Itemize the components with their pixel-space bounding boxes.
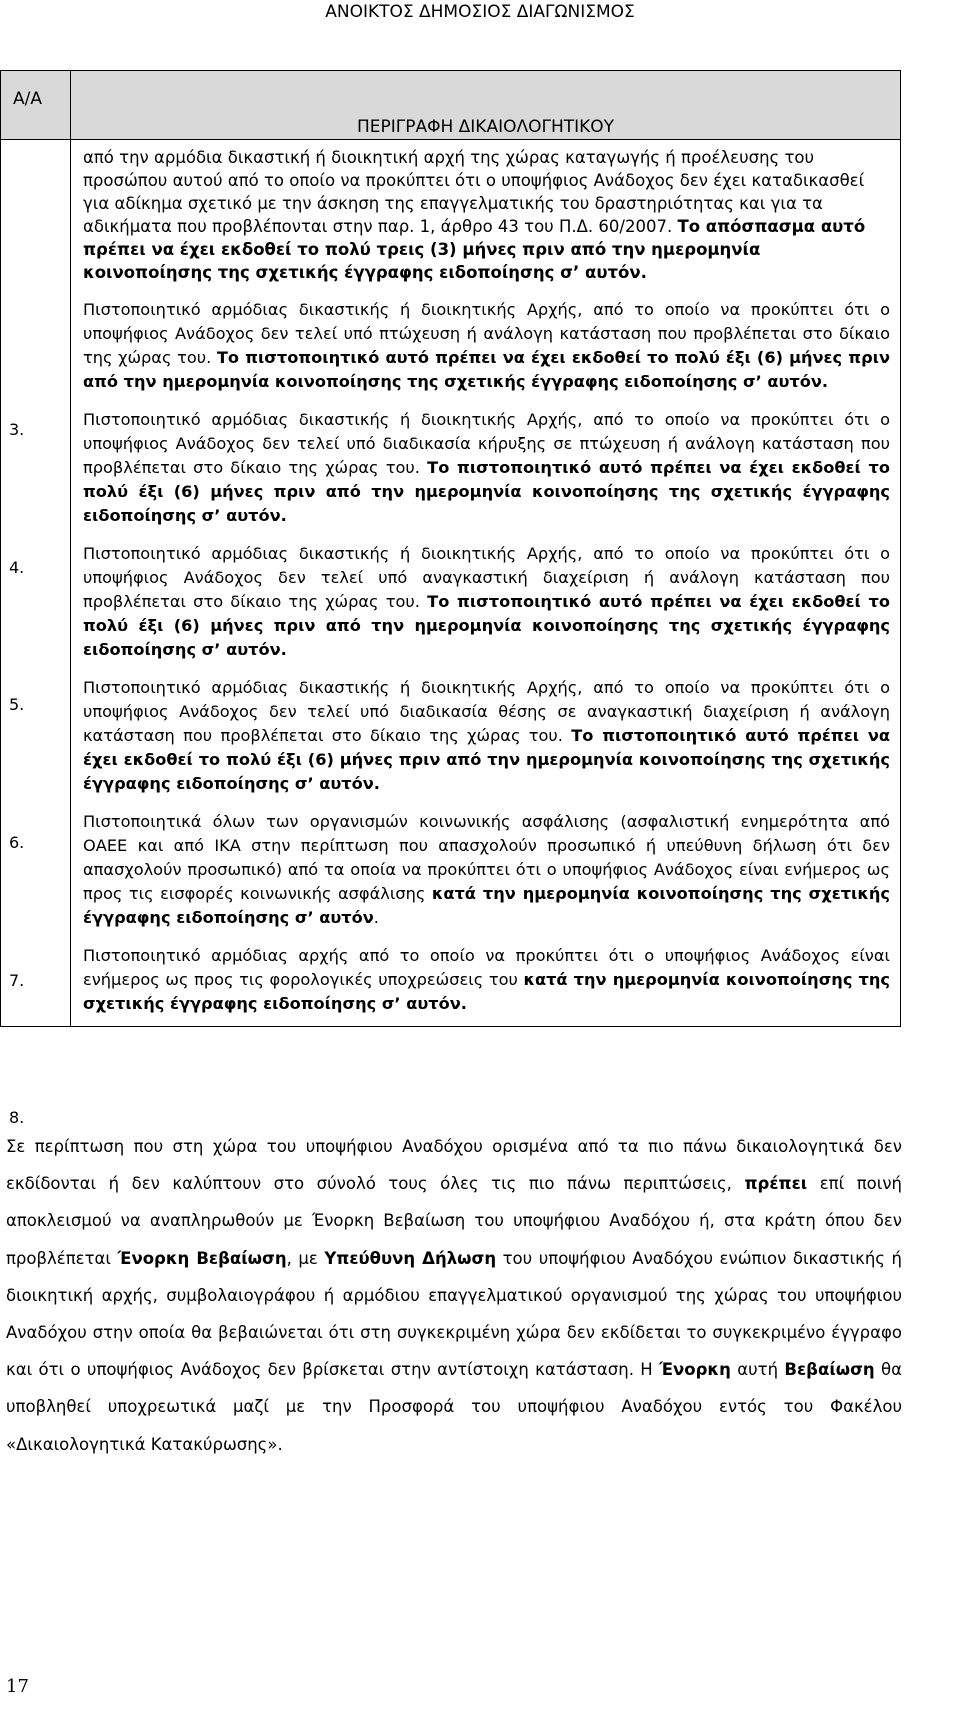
item-bold-text: κατά την ημερομηνία κοινοποίησης της σχετικής έγγραφης ειδοποίησης σ’ αυτόν (83, 884, 890, 927)
paragraph-text: επί ποινή αποκλεισμού να αναπληρωθούν με Ένορκη Βεβαίωση του υποψήφιου Αναδόχου ή, στα κράτη όπου δεν προβλέπεται (6, 1174, 902, 1268)
table-body-row (1, 140, 901, 1027)
paragraph-text: , με (286, 1248, 325, 1268)
paragraph-text: αυτή (730, 1360, 785, 1380)
header-title: ΑΝΟΙΚΤΟΣ ΔΗΜΟΣΙΟΣ ΔΙΑΓΩΝΙΣΜΟΣ (325, 2, 635, 22)
item-number: 6. (9, 833, 25, 852)
item-bold-text: Το πιστοποιητικό αυτό πρέπει να έχει εκδοθεί το πολύ έξι (6) μήνες πριν από την ημερομηνία κοινοποίησης της σχετικής έγγραφης ειδοποίησης σ’ αυτόν. (83, 592, 891, 659)
list-item (83, 810, 890, 930)
list-item (83, 542, 890, 662)
item-text: Πιστοποιητικό αρμόδιας δικαστικής ή διοικητικής Αρχής, από το οποίο να προκύπτει ότι ο υποψήφιος Ανάδοχος δεν τελεί υπό πτώχευση ή ανάλογη κατάσταση που προβλέπεται στο δίκαιο της χώρας του. (83, 300, 890, 367)
item-bold-text: Το απόσπασμα αυτό πρέπει να έχει εκδοθεί το πολύ τρεις (3) μήνες πριν από την ημερομηνία κοινοποίησης της σχετικής έγγραφης ειδοποίησης σ’ αυτόν. (83, 217, 866, 282)
paragraph-bold-text: Βεβαίωση (784, 1360, 875, 1380)
item-text: Πιστοποιητικό αρμόδιας δικαστικής ή διοικητικής Αρχής, από το οποίο να προκύπτει ότι ο υποψήφιος Ανάδοχος δεν τελεί υπό διαδικασία κήρυξης σε πτώχευση ή ανάλογη κατάσταση που προβλέπεται στο δίκαιο της χώρας του. (83, 410, 890, 477)
column-header-aa: Α/Α (1, 71, 71, 140)
document-header (0, 0, 960, 22)
item-text: Πιστοποιητικό αρμόδιας αρχής από το οποίο να προκύπτει ότι ο υποψήφιος Ανάδοχος είναι ενήμερος ως προς τις φορολογικές υποχρεώσεις του (83, 946, 890, 989)
list-item (83, 408, 890, 528)
page-number: 17 (6, 1676, 29, 1697)
documents-table (0, 70, 901, 1127)
paragraph-text: του υποψήφιου Αναδόχου ενώπιον δικαστικής ή διοικητική αρχής, συμβολαιογράφου ή αρμόδιου επαγγελματικού οργανισμού της χώρας του υποψήφιου Αναδόχου στην οποία θα βεβαιώνεται ότι στη συγκεκριμένη χώρα δεν εκδίδεται το συγκεκριμένο έγγραφο και ότι ο υποψήφιος Ανάδοχος δεν βρίσκεται στην αντίστοιχη κατάσταση. Η (6, 1248, 902, 1380)
item-bold-text: Το πιστοποιητικό αυτό πρέπει να έχει εκδοθεί το πολύ έξι (6) μήνες πριν από την ημερομηνία κοινοποίησης της σχετικής έγγραφης ειδοποίησης σ’ αυτόν. (83, 726, 890, 793)
paragraph-bold-text: πρέπει (744, 1174, 808, 1194)
item-bold-text: Το πιστοποιητικό αυτό πρέπει να έχει εκδοθεί το πολύ έξι (6) μήνες πριν από την ημερομηνία κοινοποίησης της σχετικής έγγραφης ειδοποίησης σ’ αυτόν. (83, 458, 891, 525)
item-text: Πιστοποιητικά όλων των οργανισμών κοινωνικής ασφάλισης (ασφαλιστική ενημερότητα από ΟΑΕΕ και από ΙΚΑ στην περίπτωση που απασχολούν προσωπικό ή υπεύθυνη δήλωση ότι δεν απασχολούν προσωπικό) από τα οποία να προκύπτει ότι ο υποψήφιος Ανάδοχος είναι ενήμερος ως προς τις εισφορές κοινωνικής ασφάλισης (83, 812, 890, 903)
item-text: Πιστοποιητικό αρμόδιας δικαστικής ή διοικητικής Αρχής, από το οποίο να προκύπτει ότι ο υποψήφιος Ανάδοχος δεν τελεί υπό διαδικασία θέσης σε αναγκαστική διαχείριση ή ανάλογη κατάσταση που προβλέπεται στο δίκαιο της χώρας του. (83, 678, 890, 745)
paragraph-bold-text: Ένορκη (659, 1360, 731, 1380)
list-item (83, 944, 890, 1016)
item-number: 3. (9, 420, 25, 439)
description-column (71, 140, 901, 1027)
paragraph-bold-text: Ένορκη Βεβαίωση (117, 1248, 287, 1268)
item-number: 5. (9, 695, 25, 714)
item-number: 7. (9, 971, 25, 990)
paragraph-text: θα υποβληθεί υποχρεωτικά μαζί με την Προσφορά του υποψήφιου Αναδόχου εντός του Φακέλου «Δικαιολογητικά Κατακύρωσης». (6, 1360, 903, 1454)
item-text: Πιστοποιητικό αρμόδιας δικαστικής ή διοικητικής Αρχής, από το οποίο να προκύπτει ότι ο υποψήφιος Ανάδοχος δεν τελεί υπό αναγκαστική διαχείριση ή ανάλογη κατάσταση που προβλέπεται στο δίκαιο της χώρας του. (83, 544, 890, 611)
column-header-description: ΠΕΡΙΓΡΑΦΗ ΔΙΚΑΙΟΛΟΓΗΤΙΚΟΥ (71, 71, 901, 140)
table-header-row (1, 71, 901, 140)
number-column (1, 140, 71, 1127)
list-item (83, 676, 890, 796)
paragraph-text: Σε περίπτωση που στη χώρα του υποψήφιου Αναδόχου ορισμένα από τα πιο πάνω δικαιολογητικά δεν εκδίδονται ή δεν καλύπτουν στο σύνολό τους όλες τις πιο πάνω περιπτώσεις, (6, 1137, 902, 1194)
body-paragraph (6, 1128, 902, 1463)
paragraph-bold-text: Υπεύθυνη Δήλωση (324, 1248, 497, 1268)
list-item (83, 298, 890, 394)
item-tail: . (373, 908, 379, 927)
item-bold-text: κατά την ημερομηνία κοινοποίησης της σχετικής έγγραφης ειδοποίησης σ’ αυτόν. (83, 970, 890, 1013)
item-number: 8. (9, 1108, 25, 1127)
item-number: 4. (9, 558, 25, 577)
continuation-text (83, 146, 890, 284)
item-text: από την αρμόδια δικαστική ή διοικητική αρχή της χώρας καταγωγής ή προέλευσης του προσώπου αυτού από το οποίο να προκύπτει ότι ο υποψήφιος Ανάδοχος δεν έχει καταδικασθεί για αδίκημα σχετικό με την άσκηση της επαγγελματικής του δραστηριότητας και για τα αδικήματα που προβλέπονται στην παρ. 1, άρθρο 43 του Π.Δ. 60/2007. (83, 148, 865, 236)
item-bold-text: Το πιστοποιητικό αυτό πρέπει να έχει εκδοθεί το πολύ έξι (6) μήνες πριν από την ημερομηνία κοινοποίησης της σχετικής έγγραφης ειδοποίησης σ’ αυτόν. (83, 348, 890, 391)
